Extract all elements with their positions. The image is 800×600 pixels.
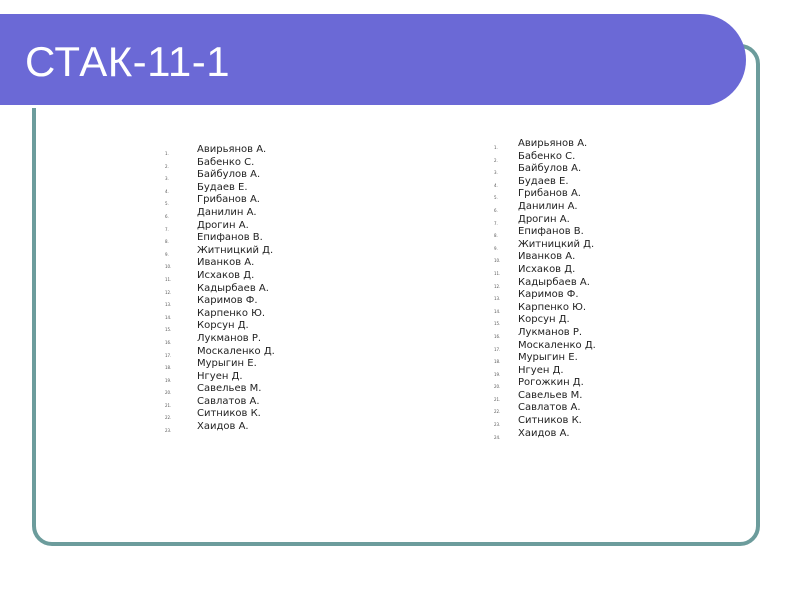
list-item-name: Москаленко Д.	[518, 339, 596, 351]
list-item-number: 1.	[494, 145, 498, 150]
list-item-name: Житницкий Д.	[518, 238, 595, 250]
list-item-name: Савельев М.	[197, 383, 262, 395]
list-item	[165, 194, 275, 207]
list-item-number: 19.	[494, 371, 501, 377]
list-item	[165, 370, 275, 384]
list-item-name: Байбулов А.	[518, 163, 582, 175]
list-item-number: 18.	[494, 359, 501, 365]
list-item	[494, 213, 596, 227]
list-item	[165, 408, 275, 421]
list-item	[494, 415, 596, 428]
list-item-number: 11.	[494, 270, 501, 276]
list-item-name: Иванков А.	[197, 257, 255, 269]
list-item-number: 4.	[165, 188, 169, 194]
list-item-number: 2.	[165, 163, 169, 169]
list-item	[165, 421, 275, 434]
student-list-right	[494, 138, 596, 440]
list-item-name: Карпенко Ю.	[197, 307, 266, 319]
list-item-number: 13.	[165, 302, 172, 308]
list-item	[494, 364, 596, 378]
list-item-number: 23.	[494, 422, 501, 428]
list-item-number: 15.	[494, 321, 501, 327]
list-item-name: Дрогин А.	[197, 219, 249, 231]
list-item-number: 5.	[494, 195, 498, 201]
list-item-name: Корсун Д.	[518, 314, 570, 326]
list-item-name: Дрогин А.	[518, 213, 570, 225]
list-item-number: 12.	[494, 283, 501, 289]
list-item-number: 18.	[165, 365, 172, 371]
list-item-number: 11.	[165, 276, 172, 282]
list-item-name: Нгуен Д.	[197, 370, 243, 382]
list-item-number: 14.	[494, 308, 501, 314]
list-item-name: Савлатов А.	[197, 395, 260, 407]
list-item	[165, 144, 275, 157]
list-item	[494, 314, 596, 327]
list-item	[165, 383, 275, 396]
list-item	[165, 282, 275, 296]
list-item-number: 13.	[494, 296, 501, 302]
list-item-name: Савлатов А.	[518, 402, 581, 414]
list-item-number: 20.	[165, 390, 172, 396]
list-item-number: 8.	[165, 239, 169, 245]
slide-frame	[32, 44, 760, 546]
list-item-number: 16.	[165, 339, 172, 345]
list-item	[494, 188, 596, 201]
list-item-name: Нгуен Д.	[518, 364, 564, 376]
list-item-number: 22.	[165, 415, 172, 421]
list-item-number: 3.	[494, 170, 498, 176]
list-item-number: 6.	[165, 213, 169, 219]
list-item	[165, 345, 275, 359]
list-item-number: 4.	[494, 182, 498, 188]
list-item-name: Каримов Ф.	[197, 295, 258, 307]
list-item-name: Байбулов А.	[197, 169, 261, 181]
list-item	[494, 150, 596, 164]
list-item	[494, 276, 596, 290]
list-item-number: 9.	[494, 245, 498, 251]
list-item	[165, 395, 275, 409]
list-item	[494, 326, 596, 340]
list-item-name: Бабенко С.	[518, 150, 576, 162]
list-item-number: 20.	[494, 384, 501, 390]
list-item-number: 8.	[494, 233, 498, 239]
list-item-name: Будаев Е.	[197, 181, 248, 193]
list-item-number: 6.	[494, 207, 498, 213]
list-item	[165, 219, 275, 233]
list-item-number: 19.	[165, 377, 172, 383]
list-item-number: 21.	[165, 402, 172, 408]
list-item-name: Мурыгин Е.	[197, 358, 257, 370]
list-item-name: Исхаков Д.	[197, 269, 255, 281]
list-item	[165, 206, 275, 220]
title-underline	[0, 105, 710, 108]
list-item-number: 2.	[494, 157, 498, 163]
list-item	[494, 289, 596, 302]
list-item-number: 7.	[494, 220, 498, 226]
list-item	[165, 181, 275, 195]
list-item-name: Иванков А.	[518, 251, 576, 263]
slide-title: СТАК-11-1	[25, 38, 231, 85]
list-item	[494, 163, 596, 176]
list-item-name: Хаидов А.	[197, 421, 249, 433]
list-item-number: 12.	[165, 289, 172, 295]
list-item-number: 10.	[165, 264, 172, 270]
list-item-name: Каримов Ф.	[518, 289, 579, 301]
list-item-name: Епифанов В.	[197, 232, 263, 244]
list-item-number: 10.	[494, 258, 501, 264]
list-item-name: Мурыгин Е.	[518, 352, 578, 364]
list-item-number: 22.	[494, 409, 501, 415]
list-item	[494, 251, 596, 264]
list-item	[165, 320, 275, 333]
list-item-name: Лукманов Р.	[197, 332, 262, 344]
list-item-name: Карпенко Ю.	[518, 301, 587, 313]
list-item-name: Рогожкин Д.	[518, 377, 584, 389]
list-item-number: 14.	[165, 314, 172, 320]
list-item	[494, 226, 596, 239]
list-item-name: Кадырбаев А.	[197, 282, 269, 294]
list-item	[165, 307, 275, 321]
list-item-name: Данилин А.	[518, 200, 578, 212]
list-item-number: 7.	[165, 226, 169, 232]
list-item-number: 3.	[165, 176, 169, 182]
list-item	[494, 377, 596, 390]
list-item-number: 16.	[494, 333, 501, 339]
list-item-number: 21.	[494, 396, 501, 402]
list-item-name: Авирьянов А.	[197, 144, 267, 155]
list-item-name: Авирьянов А.	[518, 138, 588, 149]
list-item	[165, 257, 275, 270]
list-item	[494, 339, 596, 353]
list-item-name: Москаленко Д.	[197, 345, 275, 357]
list-item-name: Исхаков Д.	[518, 263, 576, 275]
list-item	[165, 232, 275, 245]
list-item	[165, 269, 275, 283]
list-item-number: 24.	[494, 434, 501, 440]
list-item-name: Ситников К.	[197, 408, 261, 420]
list-item	[165, 169, 275, 182]
list-item	[494, 427, 596, 441]
list-item-name: Хаидов А.	[518, 427, 570, 439]
list-item-number: 23.	[165, 428, 172, 434]
list-item-number: 5.	[165, 201, 169, 207]
list-item-name: Грибанов А.	[518, 188, 581, 200]
list-item-name: Епифанов В.	[518, 226, 584, 238]
list-item	[165, 244, 275, 258]
list-item-name: Житницкий Д.	[197, 244, 274, 256]
list-item	[494, 200, 596, 214]
list-item	[494, 175, 596, 189]
list-item	[165, 156, 275, 170]
list-item-number: 1.	[165, 151, 169, 156]
list-item	[165, 358, 275, 371]
list-item-name: Будаев Е.	[518, 175, 569, 187]
list-item	[165, 332, 275, 346]
list-item-name: Кадырбаев А.	[518, 276, 590, 288]
list-item-name: Савельев М.	[518, 389, 583, 401]
list-item	[165, 295, 275, 308]
list-item-name: Грибанов А.	[197, 194, 260, 206]
list-item-number: 9.	[165, 251, 169, 257]
list-item-number: 17.	[494, 346, 501, 352]
list-item	[494, 138, 596, 151]
student-list-left	[165, 144, 275, 434]
list-item-name: Ситников К.	[518, 415, 582, 427]
list-item-name: Данилин А.	[197, 206, 257, 218]
list-item	[494, 389, 596, 403]
list-item-number: 17.	[165, 352, 172, 358]
list-item	[494, 301, 596, 315]
list-item	[494, 402, 596, 415]
list-item-name: Бабенко С.	[197, 156, 255, 168]
list-item	[494, 238, 596, 252]
list-item-name: Лукманов Р.	[518, 326, 583, 338]
list-item	[494, 352, 596, 365]
list-item-name: Корсун Д.	[197, 320, 249, 332]
list-item	[494, 263, 596, 277]
list-item-number: 15.	[165, 327, 172, 333]
